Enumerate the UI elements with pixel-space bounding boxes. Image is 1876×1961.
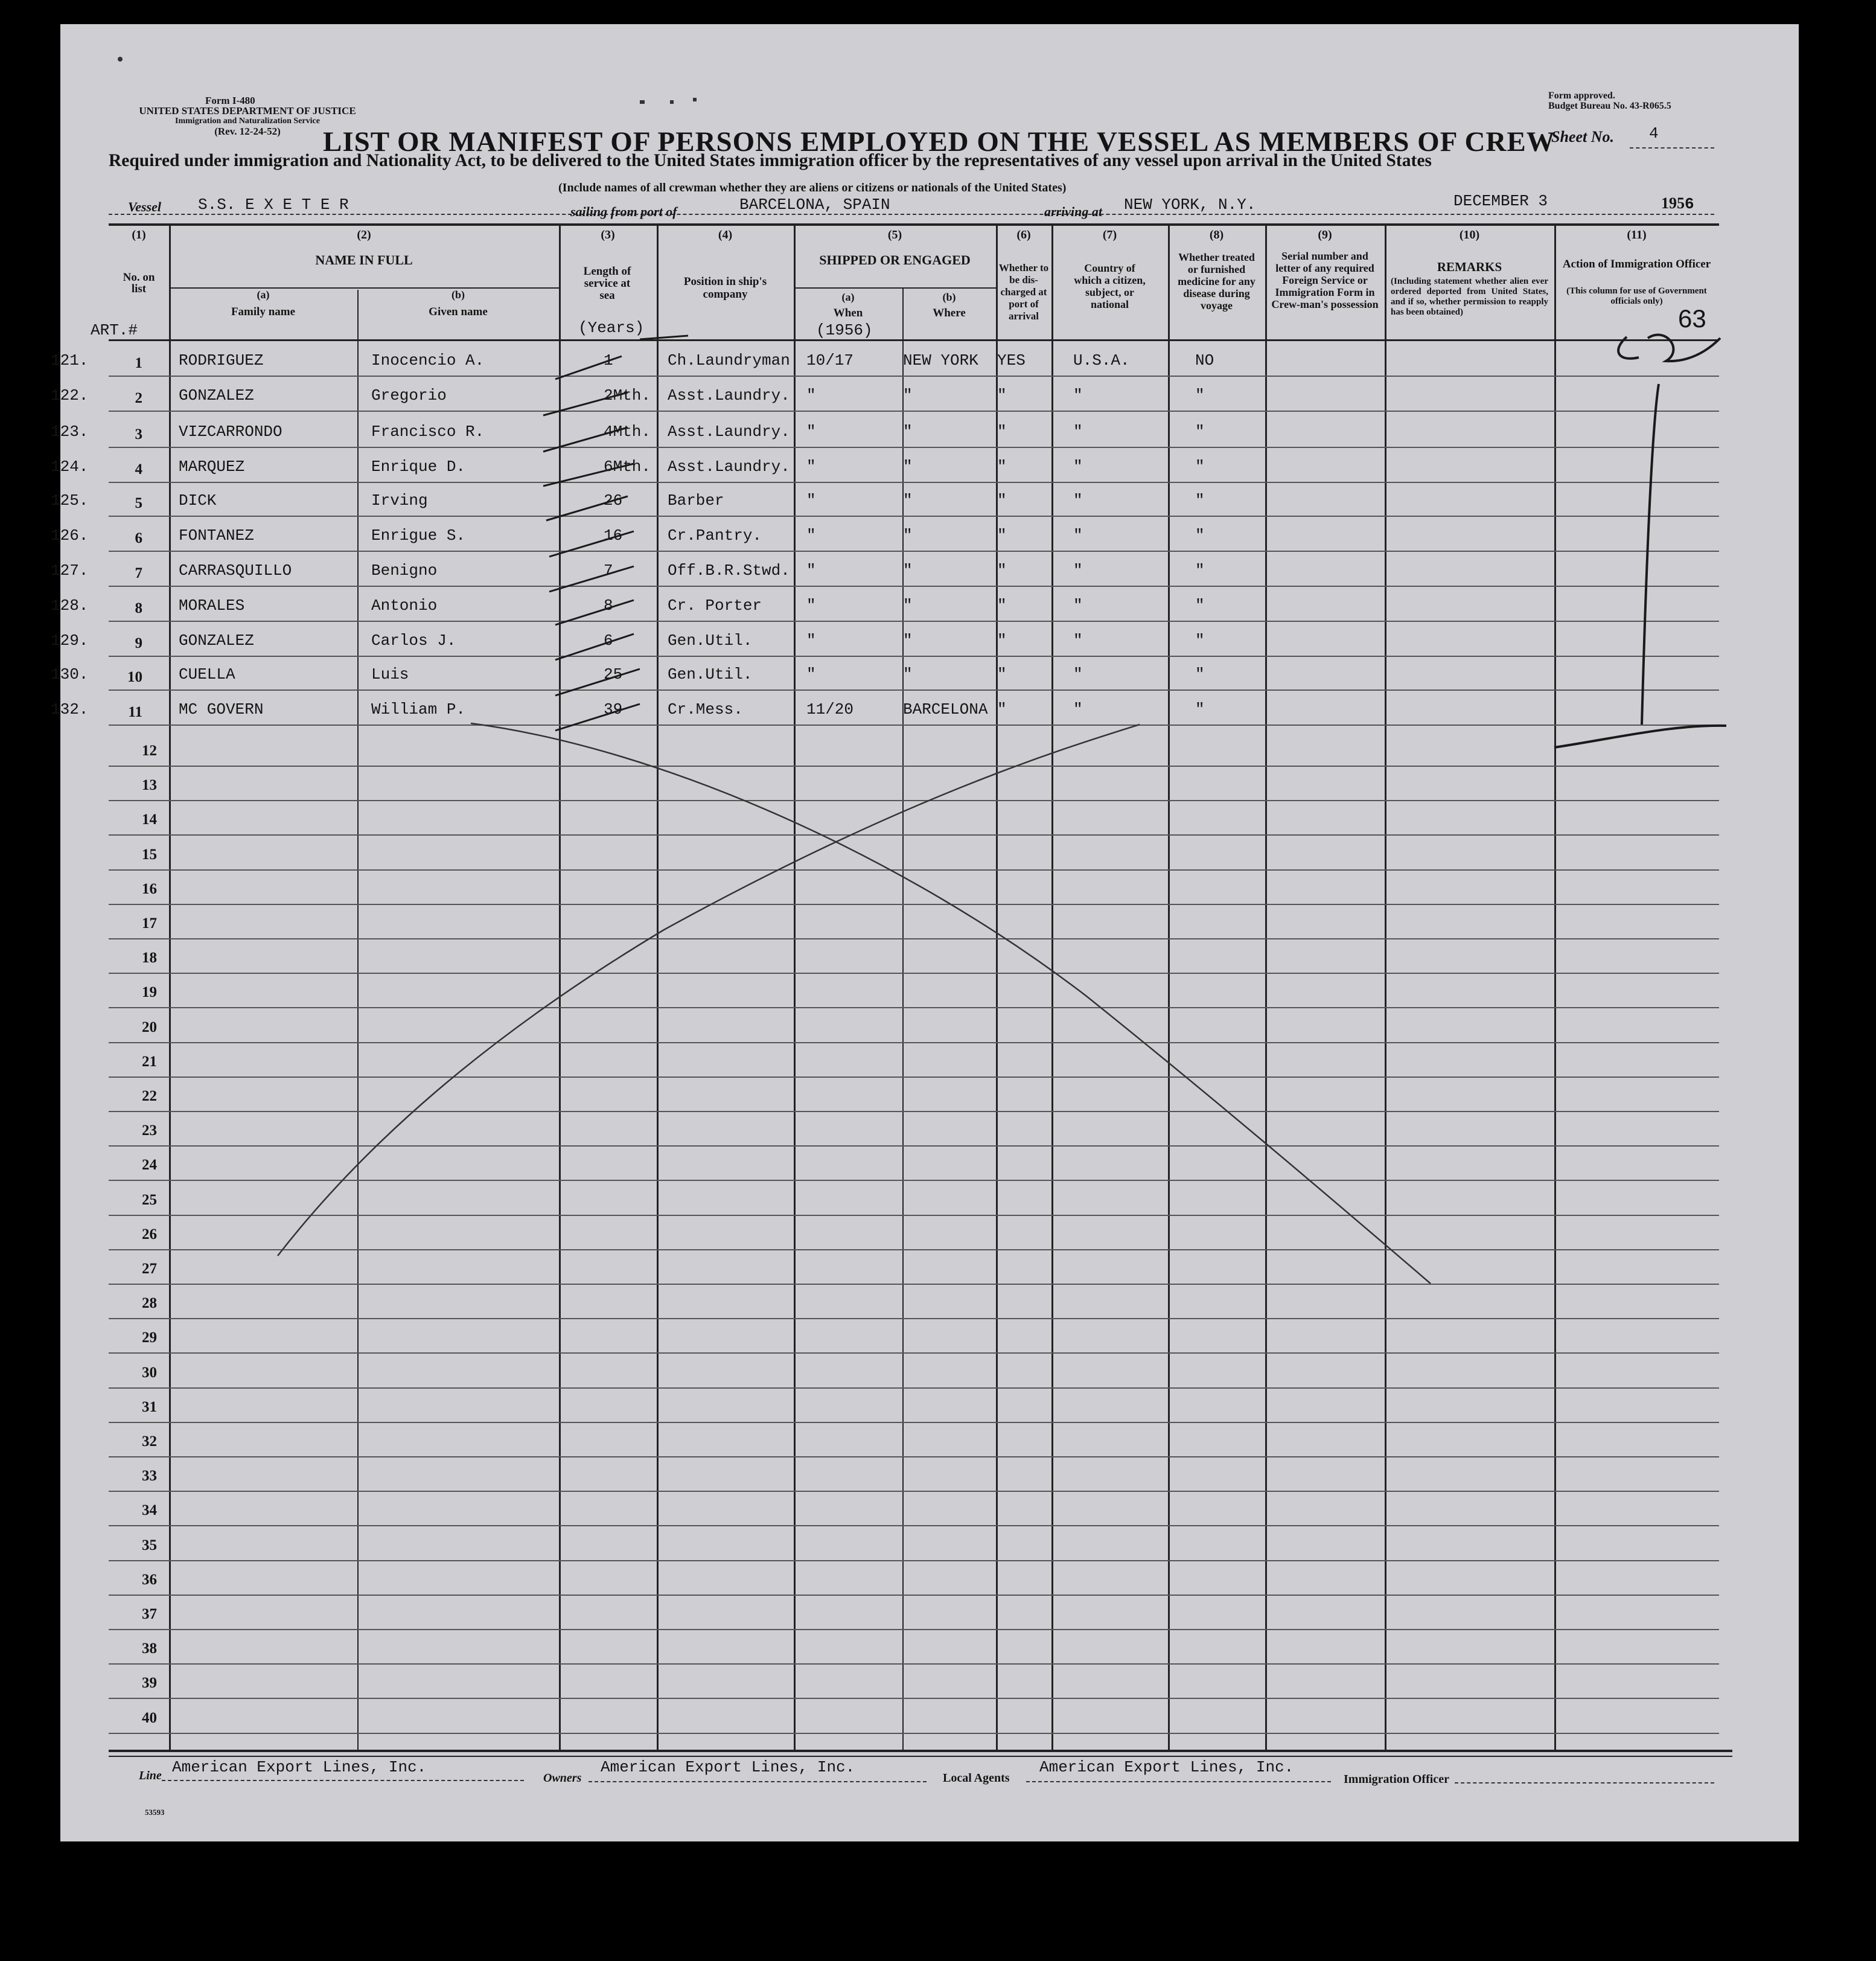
crew-where: "	[903, 632, 913, 650]
crew-family: DICK	[179, 491, 217, 510]
col4-number: (4)	[718, 228, 733, 242]
officer-signature-rule	[1455, 1782, 1714, 1783]
crew-country: "	[1073, 458, 1083, 476]
empty-row-number: 14	[142, 811, 157, 828]
crew-country: "	[1073, 597, 1083, 615]
crew-position: Asst.Laundry.	[668, 423, 790, 441]
crew-given: Gregorio	[371, 386, 447, 405]
crew-when: "	[806, 632, 816, 650]
empty-row-number: 24	[142, 1157, 157, 1174]
empty-row-number: 29	[142, 1329, 157, 1346]
crew-when: "	[806, 561, 816, 580]
crew-position: Cr. Porter	[668, 597, 762, 615]
empty-row-number: 25	[142, 1191, 157, 1208]
cross-out-lines	[278, 723, 1431, 1284]
crew-medicine: "	[1195, 458, 1205, 476]
pen-tick	[549, 566, 634, 592]
empty-row-number: 22	[142, 1088, 157, 1104]
empty-row-number: 15	[142, 846, 157, 863]
crew-position: Asst.Laundry.	[668, 386, 790, 405]
crew-art-number: 121.	[51, 351, 89, 369]
crew-given: Enrique D.	[371, 458, 466, 476]
crew-family: FONTANEZ	[179, 526, 254, 545]
crew-row-number: 11	[128, 704, 142, 720]
empty-row-number: 18	[142, 950, 157, 967]
crew-row-number: 10	[127, 669, 142, 685]
empty-row-number: 13	[142, 777, 157, 794]
crew-medicine: NO	[1195, 351, 1214, 369]
col2-title: NAME IN FULL	[315, 252, 413, 267]
crew-service: 7	[604, 561, 613, 580]
crew-discharged: "	[997, 491, 1007, 510]
owners-value-rule	[589, 1781, 927, 1782]
crew-discharged: "	[997, 386, 1007, 405]
col1-title: No. on list	[123, 271, 155, 295]
scan-speck	[118, 57, 123, 62]
owners-value: American Export Lines, Inc.	[601, 1758, 855, 1776]
officer-initial-stroke	[1648, 335, 1720, 362]
crew-country: "	[1073, 526, 1083, 545]
arriving-label: arriving at	[1044, 204, 1102, 219]
crew-when: 10/17	[806, 351, 854, 369]
sailing-label: sailing from port of	[570, 204, 677, 219]
col8-number: (8)	[1209, 228, 1224, 242]
col6-number: (6)	[1016, 228, 1031, 242]
crew-country: "	[1073, 665, 1083, 683]
empty-row-number: 17	[142, 915, 157, 932]
col2a-sub: (a)	[257, 289, 270, 301]
col5b-title: Where	[933, 307, 966, 319]
crew-given: Francisco R.	[371, 423, 485, 441]
empty-row-number: 35	[142, 1537, 157, 1553]
crew-country: "	[1073, 632, 1083, 650]
col10-title: REMARKS	[1437, 260, 1502, 274]
crew-position: Ch.Laundryman	[668, 351, 790, 369]
crew-where: BARCELONA	[903, 700, 988, 718]
empty-row-number: 19	[142, 984, 157, 1001]
col10-note: (Including statement whether alien ever ordered deported from United States, and if so, whether permission to reapply has been obtained)	[1391, 277, 1548, 317]
crew-art-number: 124.	[51, 458, 89, 476]
col11-title: Action of Immigration Officer	[1562, 258, 1711, 270]
line-value: American Export Lines, Inc.	[172, 1758, 427, 1776]
crew-where: "	[903, 665, 913, 683]
print-code: 53593	[145, 1808, 165, 1817]
empty-row-number: 26	[142, 1226, 157, 1243]
year-suffix: 6	[1685, 195, 1694, 213]
arrival-date: DECEMBER 3	[1453, 192, 1548, 210]
crew-family: CUELLA	[179, 665, 235, 683]
crew-medicine: "	[1195, 665, 1205, 683]
crew-service: 4Mth.	[604, 423, 651, 441]
officer-label: Immigration Officer	[1344, 1773, 1449, 1786]
crew-where: "	[903, 423, 913, 441]
manifest-title: LIST OR MANIFEST OF PERSONS EMPLOYED ON THE VESSEL AS MEMBERS OF CREW	[323, 126, 1555, 158]
empty-row-number: 16	[142, 880, 157, 897]
crew-country: "	[1073, 423, 1083, 441]
vessel-name: S.S. E X E T E R	[198, 196, 349, 214]
crew-where: "	[903, 526, 913, 545]
empty-row-number: 21	[142, 1053, 157, 1070]
crew-art-number: 125.	[51, 491, 89, 510]
crew-country: "	[1073, 491, 1083, 510]
sheet-number: 4	[1649, 124, 1659, 142]
officer-bracket	[1554, 335, 1726, 747]
col1-number: (1)	[132, 228, 146, 242]
col11-number: (11)	[1627, 228, 1647, 242]
col4-title: Position in ship's company	[683, 275, 767, 301]
crew-given: Carlos J.	[371, 632, 456, 650]
col5a-title: When	[833, 307, 863, 319]
empty-row-number: 32	[142, 1433, 157, 1450]
scan-speck	[693, 98, 697, 101]
arriving-port: NEW YORK, N.Y.	[1124, 196, 1256, 214]
empty-row-number: 23	[142, 1122, 157, 1139]
col7-title: Country of which a citizen, subject, or national	[1074, 262, 1146, 310]
empty-row-number: 34	[142, 1502, 157, 1519]
empty-row-number: 39	[142, 1675, 157, 1692]
form-number: Form I-480	[205, 95, 255, 106]
crew-country: U.S.A.	[1073, 351, 1130, 369]
crew-art-number: 129.	[51, 632, 89, 650]
crew-service: 6Mth.	[604, 458, 651, 476]
crew-medicine: "	[1195, 700, 1205, 718]
budget-bureau-number: Budget Bureau No. 43-R065.5	[1548, 101, 1671, 111]
crew-given: Benigno	[371, 561, 438, 580]
crew-when: "	[806, 491, 816, 510]
crew-medicine: "	[1195, 386, 1205, 405]
crew-row-number: 3	[135, 426, 142, 443]
crew-medicine: "	[1195, 561, 1205, 580]
crew-discharged: "	[997, 423, 1007, 441]
crew-discharged: "	[997, 597, 1007, 615]
col6-title: Whether to be dis-charged at port of arrival	[998, 262, 1049, 322]
scan-speck	[640, 100, 645, 104]
crew-row-number: 7	[135, 565, 142, 581]
crew-position: Off.B.R.Stwd.	[668, 561, 790, 580]
crew-family: CARRASQUILLO	[179, 561, 292, 580]
crew-where: "	[903, 386, 913, 405]
col7-number: (7)	[1102, 228, 1117, 242]
crew-discharged: "	[997, 665, 1007, 683]
crew-position: Gen.Util.	[668, 665, 753, 683]
col2-number: (2)	[357, 228, 371, 242]
crew-position: Cr.Pantry.	[668, 526, 762, 545]
crew-row-number: 5	[135, 495, 142, 511]
crew-row-number: 6	[135, 530, 142, 546]
agents-value-rule	[1026, 1781, 1331, 1782]
art-label: ART.#	[91, 321, 138, 339]
crew-art-number: 123.	[51, 423, 89, 441]
crew-position: Asst.Laundry.	[668, 458, 790, 476]
crew-when: "	[806, 597, 816, 615]
crew-given: Inocencio A.	[371, 351, 485, 369]
crew-row-number: 2	[135, 390, 142, 406]
empty-row-number: 20	[142, 1019, 157, 1035]
crew-given: Luis	[371, 665, 409, 683]
crew-family: GONZALEZ	[179, 386, 254, 405]
crew-given: Antonio	[371, 597, 438, 615]
sailing-port: BARCELONA, SPAIN	[739, 196, 890, 214]
empty-row-number: 36	[142, 1571, 157, 1588]
pen-tick	[543, 392, 628, 415]
crew-given: Enrigue S.	[371, 526, 466, 545]
empty-row-number: 33	[142, 1468, 157, 1485]
line-value-rule	[162, 1780, 524, 1781]
crew-when: "	[806, 665, 816, 683]
empty-row-number: 37	[142, 1606, 157, 1622]
crew-when: "	[806, 423, 816, 441]
crew-family: MC GOVERN	[179, 700, 264, 718]
pen-tick	[555, 704, 640, 731]
crew-given: William P.	[371, 700, 466, 718]
crew-position: Cr.Mess.	[668, 700, 743, 718]
crew-discharged: "	[997, 561, 1007, 580]
sheet-label: Sheet No.	[1551, 128, 1614, 146]
col5a-year: (1956)	[816, 321, 873, 339]
col9-title: Serial number and letter of any required Foreign Service or Immigration Form in Crew-man's possession	[1271, 250, 1379, 310]
crew-discharged: "	[997, 458, 1007, 476]
crew-row-number: 8	[135, 600, 142, 616]
crew-service: 2Mth.	[604, 386, 651, 405]
crew-country: "	[1073, 700, 1083, 718]
col9-number: (9)	[1318, 228, 1332, 242]
crew-when: "	[806, 386, 816, 405]
cross-line-1	[471, 723, 1431, 1284]
empty-row-number: 28	[142, 1295, 157, 1312]
service-slash-marks	[543, 336, 688, 731]
approval-line: Form approved.	[1548, 91, 1615, 101]
pen-tick	[543, 427, 628, 452]
pen-tick	[555, 634, 634, 660]
officer-mark: 63	[1678, 304, 1706, 333]
pen-tick	[640, 336, 688, 339]
agents-value: American Export Lines, Inc.	[1039, 1758, 1294, 1776]
col3-unit: (Years)	[578, 319, 645, 337]
crew-when: "	[806, 458, 816, 476]
officer-initial-stroke	[1618, 337, 1639, 359]
empty-row-number: 40	[142, 1709, 157, 1726]
crew-when: 11/20	[806, 700, 854, 718]
manifest-note: (Include names of all crewman whether they are aliens or citizens or nationals of the United States)	[558, 181, 1067, 194]
crew-service: 6	[604, 632, 613, 650]
year-prefix: 195	[1661, 194, 1685, 212]
crew-when: "	[806, 526, 816, 545]
crew-art-number: 132.	[51, 700, 89, 718]
scan-speck	[670, 100, 674, 104]
crew-art-number: 130.	[51, 665, 89, 683]
crew-position: Barber	[668, 491, 724, 510]
crew-service: 16	[604, 526, 623, 545]
crew-medicine: "	[1195, 526, 1205, 545]
pen-tick	[546, 496, 628, 520]
crew-family: GONZALEZ	[179, 632, 254, 650]
col11-note: (This column for use of Government officials only)	[1566, 286, 1707, 306]
col5-number: (5)	[887, 228, 902, 242]
col10-number: (10)	[1459, 228, 1480, 242]
col8-title: Whether treated or furnished medicine for any disease during voyage	[1178, 251, 1255, 312]
crew-where: "	[903, 597, 913, 615]
col3-title: Length of service at sea	[583, 265, 631, 302]
crew-family: MORALES	[179, 597, 245, 615]
crew-medicine: "	[1195, 597, 1205, 615]
form-revision: (Rev. 12-24-52)	[214, 126, 281, 137]
crew-art-number: 126.	[51, 526, 89, 545]
empty-row-number: 38	[142, 1640, 157, 1657]
crew-row-number: 9	[135, 635, 142, 651]
department-name: UNITED STATES DEPARTMENT OF JUSTICE	[139, 105, 356, 117]
crew-family: VIZCARRONDO	[179, 423, 282, 441]
crew-art-number: 128.	[51, 597, 89, 615]
pen-tick	[555, 669, 640, 696]
crew-art-number: 127.	[51, 561, 89, 580]
empty-row-number: 30	[142, 1364, 157, 1381]
col3-number: (3)	[601, 228, 615, 242]
cross-line-2	[278, 725, 1140, 1256]
pen-tick	[543, 464, 634, 486]
crew-service: 8	[604, 597, 613, 615]
service-name: Immigration and Naturalization Service	[175, 117, 320, 126]
empty-row-number: 31	[142, 1398, 157, 1415]
col2a-title: Family name	[231, 306, 296, 318]
line-label: Line	[139, 1769, 162, 1782]
crew-service: 25	[604, 665, 623, 683]
crew-medicine: "	[1195, 423, 1205, 441]
crew-country: "	[1073, 386, 1083, 405]
crew-position: Gen.Util.	[668, 632, 753, 650]
crew-medicine: "	[1195, 632, 1205, 650]
crew-country: "	[1073, 561, 1083, 580]
crew-discharged: "	[997, 700, 1007, 718]
crew-given: Irving	[371, 491, 428, 510]
crew-where: "	[903, 458, 913, 476]
pen-tick	[549, 531, 634, 557]
crew-discharged: "	[997, 526, 1007, 545]
officer-bracket-base	[1554, 726, 1726, 747]
col2b-sub: (b)	[451, 289, 465, 301]
agents-label: Local Agents	[943, 1771, 1010, 1785]
crew-row-number: 1	[135, 355, 142, 371]
manifest-subtitle: Required under immigration and Nationality Act, to be delivered to the United States immigration officer by the representatives of any vessel upon arrival in the United States	[109, 151, 1432, 170]
crew-art-number: 122.	[51, 386, 89, 405]
crew-discharged: "	[997, 632, 1007, 650]
col5b-sub: (b)	[942, 291, 956, 303]
officer-bracket-line	[1642, 384, 1659, 725]
vessel-label: Vessel	[128, 199, 161, 214]
crew-service: 26	[604, 491, 623, 510]
pen-tick	[555, 356, 622, 379]
crew-row-number: 4	[135, 461, 142, 478]
crew-where: "	[903, 561, 913, 580]
crew-service: 39	[604, 700, 623, 718]
col5a-sub: (a)	[841, 291, 855, 303]
crew-medicine: "	[1195, 491, 1205, 510]
pen-tick	[555, 600, 634, 625]
crew-service: 1	[604, 351, 613, 369]
empty-row-number: 12	[142, 743, 157, 759]
crew-discharged: YES	[997, 351, 1026, 369]
col5-title: SHIPPED OR ENGAGED	[819, 252, 971, 267]
crew-where: NEW YORK	[903, 351, 978, 369]
crew-family: MARQUEZ	[179, 458, 245, 476]
owners-label: Owners	[543, 1771, 582, 1785]
col2b-title: Given name	[429, 306, 488, 318]
crew-family: RODRIGUEZ	[179, 351, 264, 369]
empty-row-number: 27	[142, 1261, 157, 1277]
crew-where: "	[903, 491, 913, 510]
